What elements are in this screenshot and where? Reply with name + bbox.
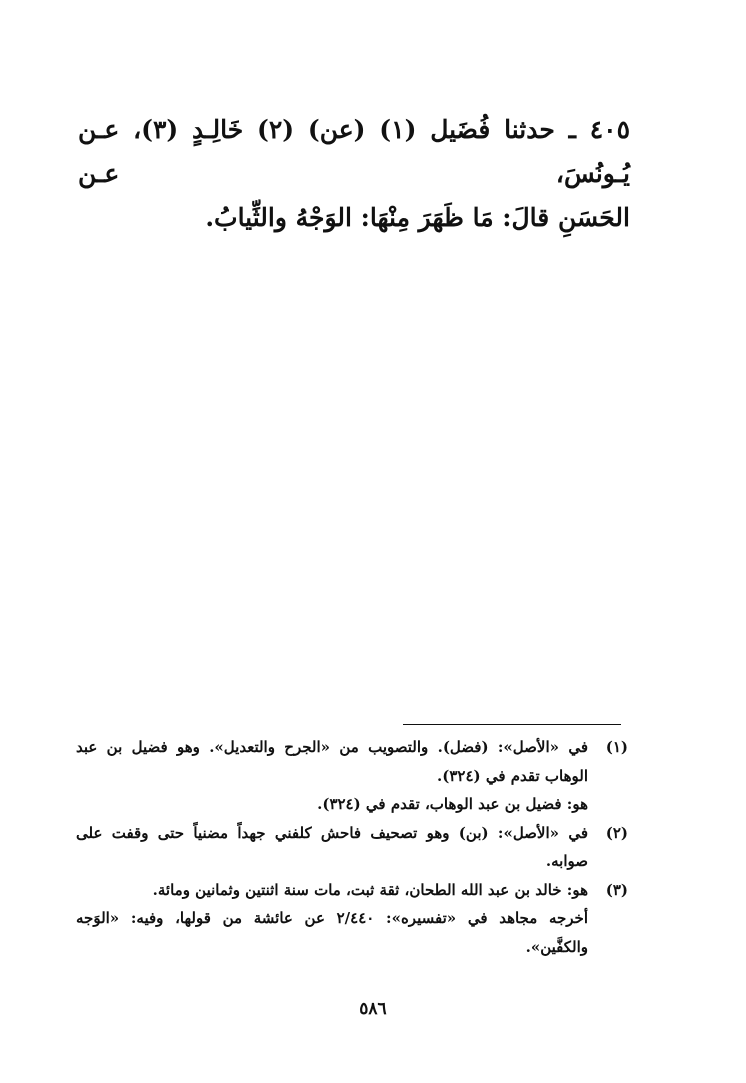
main-text	[78, 108, 630, 240]
footnote-paragraph: في «الأصل»: (فضل). والتصويب من «الجرح والتعديل». وهو فضيل بن عبد الوهاب تقدم في (٣٢٤).	[76, 738, 588, 785]
footnote-separator	[403, 724, 621, 725]
footnote-paragraph: هو: فضيل بن عبد الوهاب، تقدم في (٣٢٤).	[317, 795, 588, 813]
footnote-paragraph: أخرجه مجاهد في «تفسيره»: ٢/٤٤٠ عن عائشة من قولها، وفيه: «الوَجه والكفَّين».	[76, 909, 588, 956]
footnote-body	[76, 819, 588, 876]
footnotes	[76, 733, 628, 961]
footnote-paragraph: في «الأصل»: (بن) وهو تصحيف فاحش كلفني جهداً مضنياً حتى وقفت على صوابه.	[76, 823, 588, 870]
hadith-line-2: الحَسَنِ قالَ: مَا ظَهَرَ مِنْهَا: الوَجْهُ والثِّيابُ.	[205, 203, 630, 232]
page-number: ٥٨٦	[359, 999, 387, 1019]
footnote-1	[76, 733, 628, 819]
footnote-3	[76, 876, 628, 962]
hadith-line-1: ٤٠٥ ـ حدثنا فُضَيل (١) (عن) (٢) خَالِـدٍ (٣)، عـن يُـونُسَ، عـن	[78, 115, 631, 188]
footnote-body	[76, 876, 588, 962]
footnote-number: (٢)	[605, 823, 628, 842]
footnote-number: (٣)	[605, 880, 628, 899]
footnote-2	[76, 819, 628, 876]
footnote-number: (١)	[605, 738, 628, 756]
footnote-body	[76, 733, 588, 819]
footnote-paragraph: هو: خالد بن عبد الله الطحان، ثقة ثبت، مات سنة اثنتين وثمانين ومائة.	[152, 880, 588, 899]
